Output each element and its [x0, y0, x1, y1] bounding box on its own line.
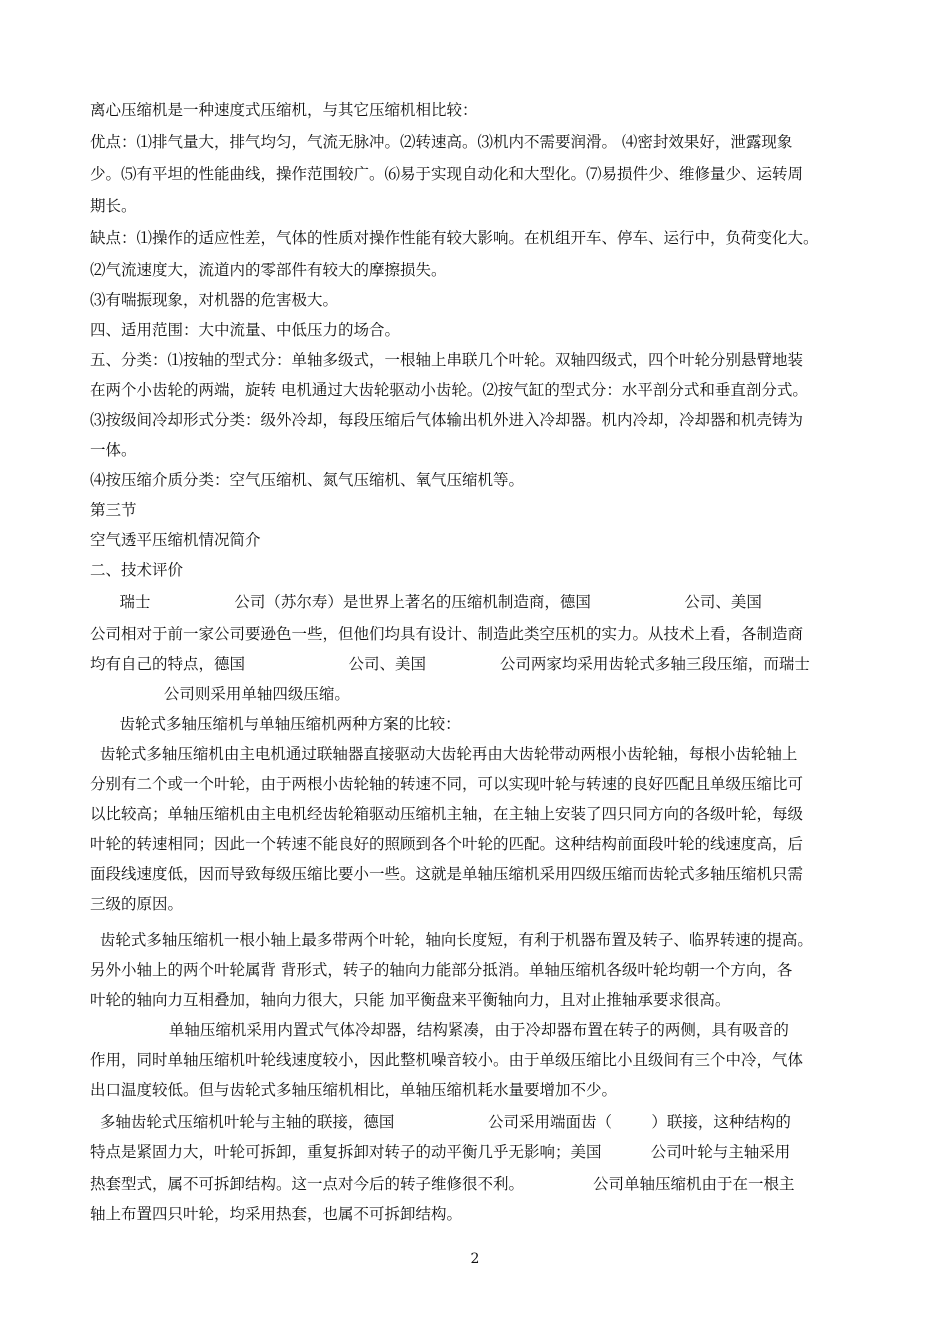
text-line: 另外小轴上的两个叶轮属背 背形式，转子的轴向力能部分抵消。单轴压缩机各级叶轮均朝一个方向，各 [90, 961, 793, 979]
text-line: ⑷按压缩介质分类：空气压缩机、氮气压缩机、氧气压缩机等。 [90, 471, 525, 489]
text-line: 出口温度较低。但与齿轮式多轴压缩机相比，单轴压缩机耗水量要增加不少。 [90, 1081, 618, 1099]
text-line: ⑶有喘振现象，对机器的危害极大。 [90, 291, 339, 309]
text-line: 齿轮式多轴压缩机一根小轴上最多带两个叶轮，轴向长度短，有利于机器布置及转子、临界转速的提高。 [90, 931, 813, 949]
text-line: 单轴压缩机采用内置式气体冷却器，结构紧凑，由于冷却器布置在转子的两侧，具有吸音的 [90, 1021, 789, 1039]
text-line: 瑞士 公司（苏尔寿）是世界上著名的压缩机制造商，德国 公司、美国 [90, 593, 762, 611]
text-line: 齿轮式多轴压缩机与单轴压缩机两种方案的比较： [90, 715, 461, 733]
text-line: 均有自己的特点，德国 公司、美国 公司两家均采用齿轮式多轴三段压缩，而瑞士 [90, 655, 810, 673]
text-line: 齿轮式多轴压缩机由主电机通过联轴器直接驱动大齿轮再由大齿轮带动两根小齿轮轴，每根小齿轮轴上 [90, 745, 798, 763]
text-line: 特点是紧固力大，叶轮可拆卸，重复拆卸对转子的动平衡几乎无影响；美国 公司叶轮与主轴采用 [90, 1143, 791, 1161]
text-line: 叶轮的转速相同；因此一个转速不能良好的照顾到各个叶轮的匹配。这种结构前面段叶轮的线速度高，后 [90, 835, 804, 853]
text-line: 离心压缩机是一种速度式压缩机，与其它压缩机相比较： [90, 101, 478, 119]
text-line: 面段线速度低，因而导致每级压缩比要小一些。这就是单轴压缩机采用四级压缩而齿轮式多轴压缩机只需 [90, 865, 804, 883]
text-line: ⑶按级间冷却形式分类：级外冷却，每段压缩后气体输出机外进入冷却器。机内冷却，冷却器和机壳铸为 [90, 411, 804, 429]
text-line: 分别有二个或一个叶轮，由于两根小齿轮轴的转速不同，可以实现叶轮与转速的良好匹配且单级压缩比可 [90, 775, 804, 793]
text-line: 五、分类：⑴按轴的型式分：单轴多级式，一根轴上串联几个叶轮。双轴四级式，四个叶轮分别悬臂地装 [90, 351, 804, 369]
text-line: 轴上布置四只叶轮，均采用热套，也属不可拆卸结构。 [90, 1205, 463, 1223]
section-heading: 第三节 [90, 501, 137, 519]
text-line: 公司相对于前一家公司要逊色一些，但他们均具有设计、制造此类空压机的实力。从技术上看，各制造商 [90, 625, 804, 643]
text-line: 少。⑸有平坦的性能曲线，操作范围较广。⑹易于实现自动化和大型化。⑺易损件少、维修量少、运转周 [90, 165, 804, 183]
text-line: 优点：⑴排气量大，排气均匀，气流无脉冲。⑵转速高。⑶机内不需要润滑。 ⑷密封效果好，泄露现象 [90, 133, 793, 151]
text-line: 公司则采用单轴四级压缩。 [90, 685, 350, 703]
text-line: 作用，同时单轴压缩机叶轮线速度较小，因此整机噪音较小。由于单级压缩比小且级间有三个中冷，气体 [90, 1051, 804, 1069]
text-line: 缺点：⑴操作的适应性差，气体的性质对操作性能有较大影响。在机组开车、停车、运行中，负荷变化大。 [90, 229, 819, 247]
text-line: 叶轮的轴向力互相叠加，轴向力很大，只能 加平衡盘来平衡轴向力，且对止推轴承要求很高。 [90, 991, 731, 1009]
page-number: 2 [470, 1251, 480, 1267]
text-line: 三级的原因。 [90, 895, 184, 913]
text-line: 期长。 [90, 197, 137, 215]
subsection-heading: 二、技术评价 [90, 561, 184, 579]
text-line: 在两个小齿轮的两端，旋转 电机通过大齿轮驱动小齿轮。⑵按气缸的型式分：水平剖分式和垂直剖分式。 [90, 381, 808, 399]
text-line: 热套型式，属不可拆卸结构。这一点对今后的转子维修很不利。 公司单轴压缩机由于在一根主 [90, 1175, 795, 1193]
section-title: 空气透平压缩机情况简介 [90, 531, 261, 549]
text-line: ⑵气流速度大，流道内的零部件有较大的摩擦损失。 [90, 261, 447, 279]
text-line: 四、适用范围：大中流量、中低压力的场合。 [90, 321, 401, 339]
text-line: 多轴齿轮式压缩机叶轮与主轴的联接，德国 公司采用端面齿（ ）联接，这种结构的 [90, 1113, 791, 1131]
text-line: 以比较高；单轴压缩机由主电机经齿轮箱驱动压缩机主轴，在主轴上安装了四只同方向的各级叶轮，每级 [90, 805, 804, 823]
text-line: 一体。 [90, 441, 137, 459]
